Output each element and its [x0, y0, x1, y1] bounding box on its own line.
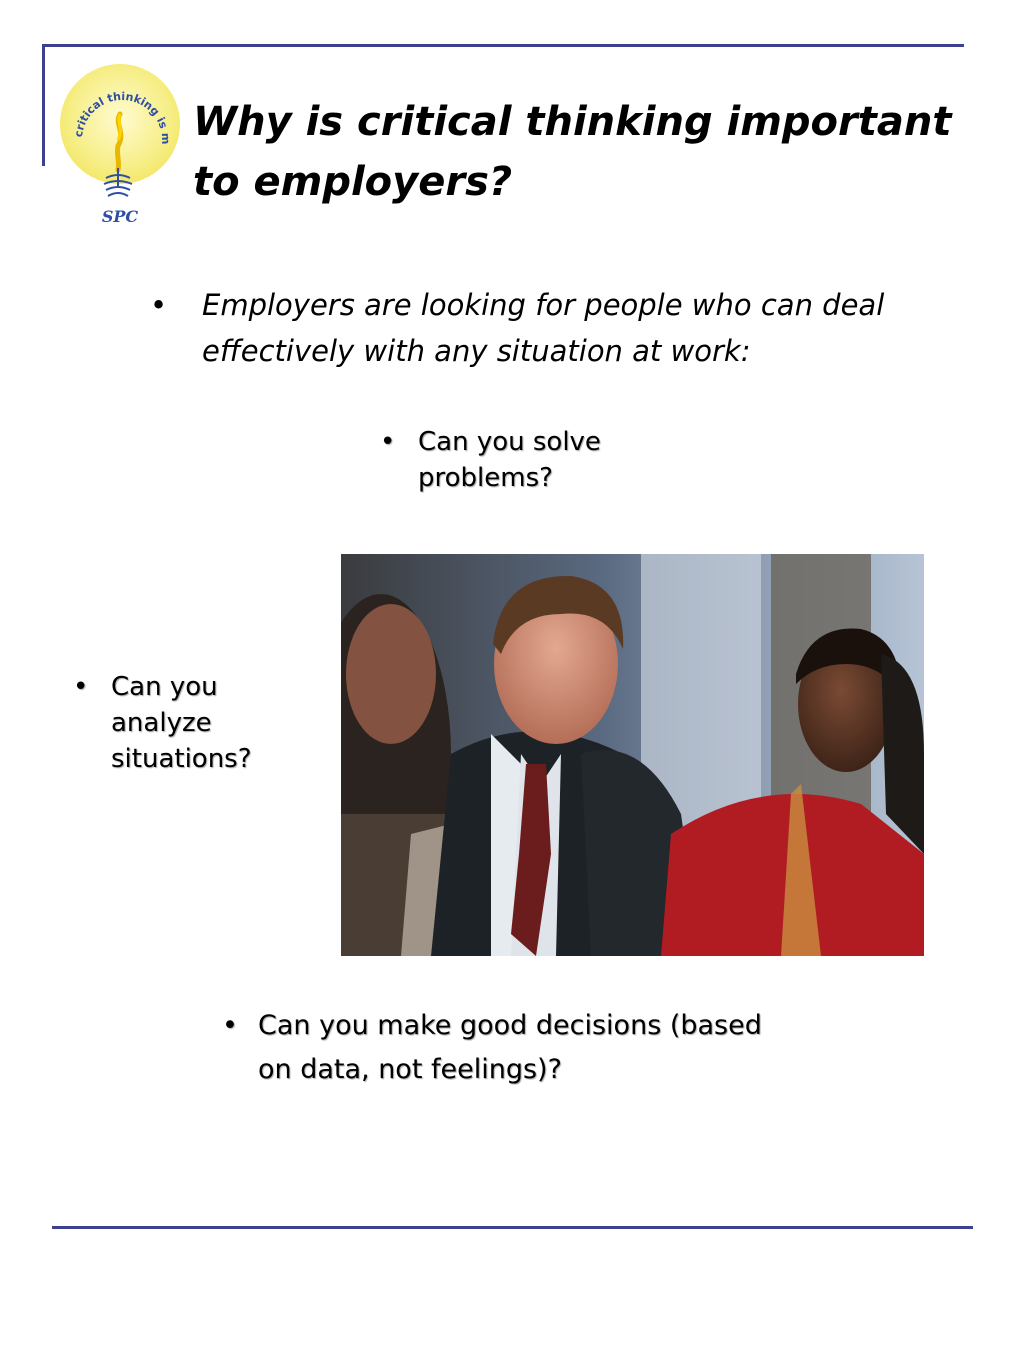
logo [54, 62, 186, 230]
bullet-dot: • [222, 1010, 238, 1041]
bottom-rule [52, 1226, 973, 1229]
question-text: Can you analyze situations? [111, 672, 252, 774]
left-rule [42, 44, 45, 166]
bullet-dot: • [380, 427, 396, 457]
question-text: Can you solve problems? [418, 427, 601, 493]
bullet-dot: • [73, 672, 89, 702]
logo-initials: SPC [101, 207, 139, 226]
question-text: Can you make good decisions (based on data, not feelings)? [258, 1010, 762, 1085]
logo-ring-text: critical thinking is m [72, 89, 173, 145]
page-title: Why is critical thinking important to employers? [193, 99, 952, 205]
top-rule [42, 44, 964, 47]
intro-text: Employers are looking for people who can deal effectively with any situation at work: [202, 288, 885, 368]
bullet-dot: • [150, 288, 168, 322]
business-meeting-photo [341, 554, 924, 956]
lightbulb-icon [54, 62, 186, 230]
